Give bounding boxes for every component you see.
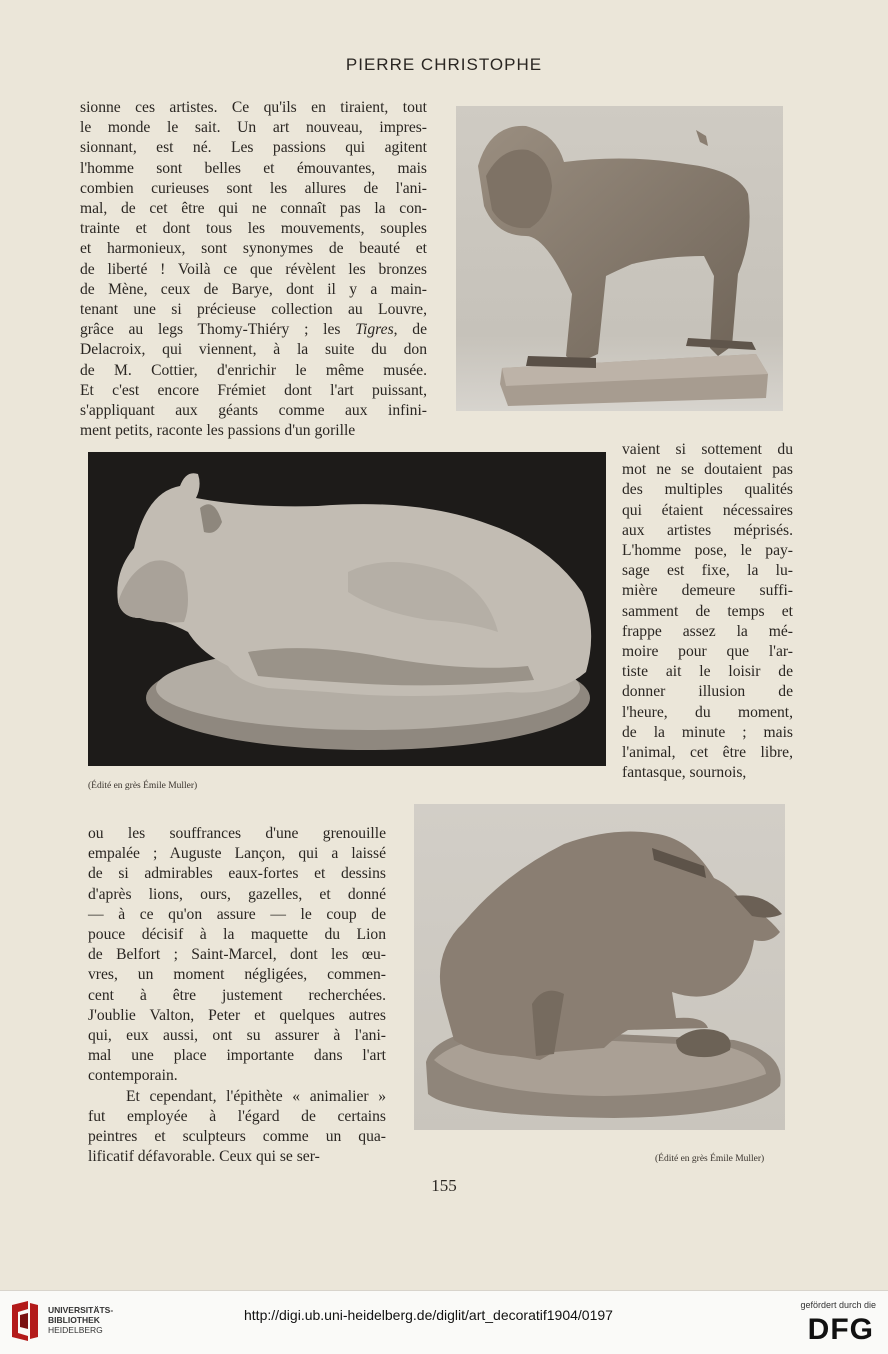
text-line: sionnant, est né. Les passions qui agitent bbox=[80, 139, 427, 157]
text-column-bottom bbox=[88, 824, 386, 1167]
text-line: ou les souffrances d'une grenouille bbox=[88, 825, 386, 842]
text-line: de Mène, ceux de Barye, dont il y a main- bbox=[80, 280, 427, 298]
text-line: combien curieuses sont les allures de l'ani- bbox=[80, 179, 427, 197]
text-column-top bbox=[80, 98, 427, 441]
text-line: le monde le sait. Un art nouveau, impres- bbox=[80, 119, 427, 137]
text-line: et harmonieux, sont synonymes de beauté et bbox=[80, 240, 427, 258]
text-line: sage est fixe, la lu- bbox=[622, 562, 793, 580]
dog-photo-caption: (Édité en grès Émile Muller) bbox=[655, 1154, 765, 1164]
text-line: J'oublie Valton, Peter et quelques autres bbox=[88, 1006, 386, 1024]
calf-sculpture-photo bbox=[88, 452, 606, 766]
text-line: l'heure, du moment, bbox=[622, 703, 793, 721]
library-name-line: UNIVERSITÄTS- bbox=[48, 1305, 114, 1315]
text-line: Et cependant, l'épithète « animalier » bbox=[126, 1087, 386, 1105]
text-line: sionne ces artistes. Ce qu'ils en tiraient, tout bbox=[80, 99, 427, 116]
text-line: mière demeure suffi- bbox=[622, 582, 793, 600]
text-line: vaient si sottement du bbox=[622, 441, 793, 458]
funding-label: gefördert durch die bbox=[800, 1300, 876, 1310]
text-line: de si admirables eaux-fortes et dessins bbox=[88, 865, 386, 883]
text-line: Delacroix, qui viennent, à la suite du don bbox=[80, 341, 427, 359]
text-line: Et c'est encore Frémiet dont l'art puissant, bbox=[80, 381, 427, 399]
text-line: mal, de cet être qui ne connaît pas la con- bbox=[80, 200, 427, 218]
text-line: ment petits, raconte les passions d'un gorille bbox=[80, 422, 356, 440]
text-line: lificatif défavorable. Ceux qui se ser- bbox=[88, 1148, 320, 1166]
text-line: moire pour que l'ar- bbox=[622, 643, 793, 661]
text-line: samment de temps et bbox=[622, 602, 793, 620]
text-line: peintres et sculpteurs comme un qua- bbox=[88, 1128, 386, 1146]
text-line: fut employée à l'égard de certains bbox=[88, 1107, 386, 1125]
text-line: L'homme pose, le pay- bbox=[622, 542, 793, 560]
text-line: empalée ; Auguste Lançon, qui a laissé bbox=[88, 845, 386, 863]
text-line: donner illusion de bbox=[622, 683, 793, 701]
library-name-line: HEIDELBERG bbox=[48, 1325, 103, 1335]
text-line: mal une place importante dans l'art bbox=[88, 1047, 386, 1065]
baboon-sculpture-photo bbox=[456, 106, 783, 411]
text-line: des multiples qualités bbox=[622, 481, 793, 499]
permalink-url[interactable]: http://digi.ub.uni-heidelberg.de/diglit/art_decoratif1904/0197 bbox=[244, 1307, 613, 1323]
text-column-right bbox=[622, 440, 793, 783]
heidelberg-library-logo bbox=[8, 1299, 42, 1343]
text-line: contemporain. bbox=[88, 1067, 178, 1085]
text-line: de la minute ; mais bbox=[622, 723, 793, 741]
text-line: trainte et dont tous les mouvements, souples bbox=[80, 220, 427, 238]
dog-and-frog-sculpture-photo bbox=[414, 804, 785, 1130]
text-line: fantasque, sournois, bbox=[622, 764, 747, 782]
text-line: vres, un moment négligées, commen- bbox=[88, 966, 386, 984]
library-name-line: BIBLIOTHEK bbox=[48, 1315, 100, 1325]
text-line: qui, eux aussi, ont su assurer à l'ani- bbox=[88, 1027, 386, 1045]
text-line: tiste ait le loisir de bbox=[622, 663, 793, 681]
text-line: l'homme sont belles et émouvantes, mais bbox=[80, 159, 427, 177]
text-line: de M. Cottier, d'enrichir le même musée. bbox=[80, 361, 427, 379]
text-line: de liberté ! Voilà ce que révèlent les bronzes bbox=[80, 260, 427, 278]
text-line: de Belfort ; Saint-Marcel, dont les œu- bbox=[88, 946, 386, 964]
page-number: 155 bbox=[431, 1176, 457, 1195]
text-line: d'après lions, ours, gazelles, et donné bbox=[88, 885, 386, 903]
text-line: aux artistes méprisés. bbox=[622, 521, 793, 539]
text-line: qui étaient nécessaires bbox=[622, 501, 793, 519]
text-line: mot ne se doutaient pas bbox=[622, 461, 793, 479]
text-line: l'animal, cet être libre, bbox=[622, 744, 793, 762]
text-line: tenant une si précieuse collection au Louvre, bbox=[80, 301, 427, 319]
text-line: frappe assez la mé- bbox=[622, 622, 793, 640]
calf-photo-caption: (Édité en grès Émile Muller) bbox=[88, 781, 198, 791]
text-line: s'appliquant aux géants comme aux infini- bbox=[80, 402, 427, 420]
text-line: grâce au legs Thomy-Thiéry ; les Tigres, de bbox=[80, 321, 427, 339]
text-line: pouce décisif à la maquette du Lion bbox=[88, 926, 386, 944]
dfg-logo: DFG bbox=[807, 1313, 874, 1346]
text-line: cent à être justement recherchées. bbox=[88, 986, 386, 1004]
library-name bbox=[48, 1305, 113, 1335]
digitization-footer bbox=[0, 1290, 888, 1354]
running-head: PIERRE CHRISTOPHE bbox=[345, 55, 543, 74]
text-line: — à ce qu'on assure — le coup de bbox=[88, 905, 386, 923]
